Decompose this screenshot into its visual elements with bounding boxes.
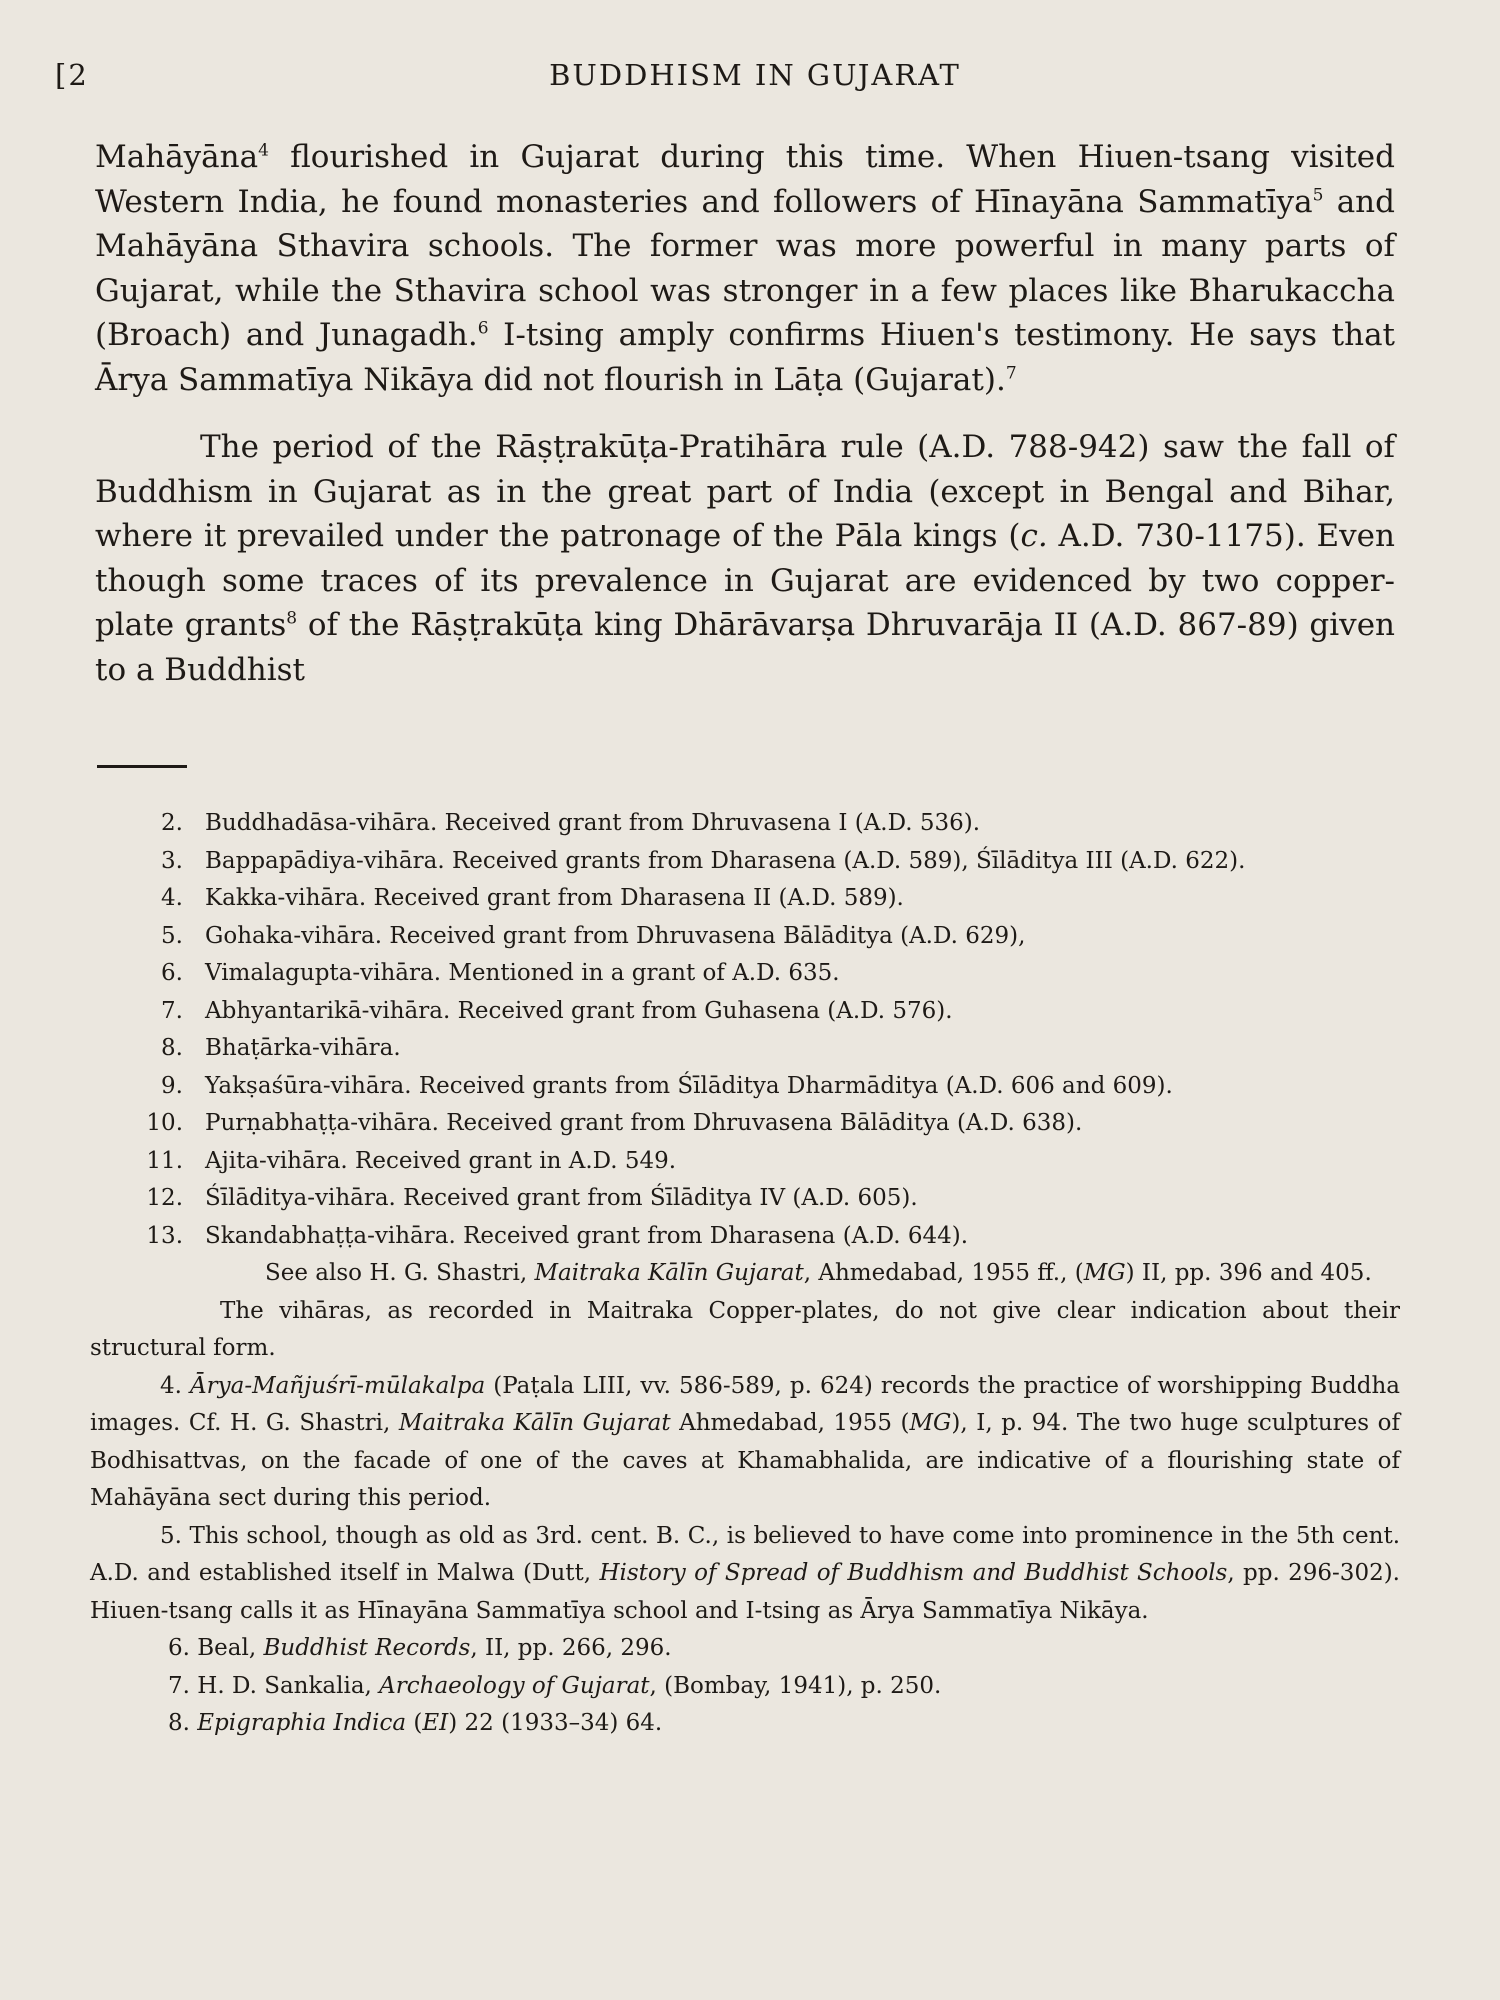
footnote-ref-4: 4 [258,140,269,161]
vihara-entry: Bappapādiya-vihāra. Received grants from Dharasena (A.D. 589), Śīlāditya III (A.D. 622). [205,847,1246,874]
text-run: ) II, pp. 396 and 405. [1125,1260,1372,1286]
vihara-entry: Vimalagupta-vihāra. Mentioned in a grant of A.D. 635. [205,960,840,986]
vihara-number: 4. [161,885,183,911]
text-run: and Mahāyāna Sthavira schools. The former was more powerful in many parts of Gujarat, while the Sthavira school was stronger in a few places like Bharukaccha (Broach) and Junagadh. [95,183,1395,353]
italic-run: Archaeology of Gujarat [379,1672,650,1699]
vihara-number: 3. [161,847,183,874]
footnote-number: 6. [168,1635,190,1661]
paragraph-2 [95,425,1395,692]
running-title: BUDDHISM IN GUJARAT [549,58,961,92]
text-run: , Ahmedabad, 1955 ff., ( [803,1260,1084,1286]
footnote-8 [90,1705,1400,1743]
text-run: of the Rāṣṭrakūṭa king Dhārāvarṣa Dhruvarāja II (A.D. 867-89) given to a Buddhist [95,607,1396,688]
vihara-entry: Bhaṭārka-vihāra. [205,1035,401,1061]
text-run: flourished in Gujarat during this time. When Hiuen-tsang visited Western India, he found monasteries and followers of Hīnayāna Sammatīya [95,139,1395,220]
vihara-number: 11. [146,1147,183,1174]
footnote-number: 5. [160,1522,182,1549]
italic-run: c. [1020,518,1048,554]
text-run: I-tsing amply confirms Hiuen's testimony. He says that Ārya Sammatīya Nikāya did not flourish in Lāṭa (Gujarat). [95,317,1396,398]
text-run: Beal, [197,1635,264,1661]
vihara-number: 13. [146,1222,183,1249]
text-run: This school, though as old as 3rd. cent. B. C., is believed to have come into prominence in the 5th cent. A.D. and established itself in Malwa (Dutt, [90,1522,1401,1586]
text-run: Mahāyāna [95,139,259,175]
viharas-note: The vihāras, as recorded in Maitraka Copper-plates, do not give clear indication about their structural form. [90,1297,1400,1361]
text-run: , (Bombay, 1941), p. 250. [649,1672,942,1699]
vihara-number: 8. [161,1035,183,1061]
footnote-number: 8. [168,1710,190,1736]
vihara-number: 2. [161,810,183,836]
vihara-entry: Skandabhaṭṭa-vihāra. Received grant from Dharasena (A.D. 644). [205,1222,969,1249]
italic-run: Maitraka Kālīn Gujarat [534,1260,804,1286]
vihara-entry: Abhyantarikā-vihāra. Received grant from Guhasena (A.D. 576). [205,997,953,1024]
footnote-number: 7. [168,1672,190,1699]
footnote-number: 4. [160,1372,182,1399]
vihara-number: 9. [161,1072,183,1099]
vihara-list [90,805,1400,1255]
footnote-6 [90,1630,1400,1668]
text-run: H. D. Sankalia, [197,1672,380,1699]
italic-run: MG [1083,1260,1126,1286]
text-run: ) 22 (1933–34) 64. [448,1710,663,1736]
italic-run: Epigraphia Indica [197,1710,407,1736]
text-run: Ahmedabad, 1955 ( [670,1410,910,1436]
italic-run: MG [909,1410,952,1436]
vihara-number: 7. [161,997,183,1024]
vihara-number: 5. [161,922,183,949]
vihara-entry: Yakṣaśūra-vihāra. Received grants from Śīlāditya Dharmāditya (A.D. 606 and 609). [205,1072,1173,1099]
main-text [95,135,1395,692]
vihara-number: 6. [161,960,183,986]
text-run: The period of the Rāṣṭrakūṭa-Pratihāra rule (A.D. 788-942) saw the fall of Buddhism in Gujarat as in the great part of India (except in Bengal and Bihar, where it prevailed under the patronage of the Pāla kings ( [95,429,1395,554]
vihara-number: 12. [146,1185,183,1211]
vihara-entry: Gohaka-vihāra. Received grant from Dhruvasena Bālāditya (A.D. 629), [205,922,1026,949]
text-run: See also H. G. Shastri, [265,1260,535,1286]
vihara-entry: Kakka-vihāra. Received grant from Dharasena II (A.D. 589). [205,885,904,911]
vihara-number: 10. [146,1110,183,1136]
footnotes [90,805,1400,1743]
text-run: , pp. 296-302). Hiuen-tsang calls it as Hīnayāna Sammatīya school and I-tsing as Ārya Sammatīya Nikāya. [90,1560,1400,1624]
vihara-entry: Śīlāditya-vihāra. Received grant from Śīlāditya IV (A.D. 605). [205,1185,918,1211]
text-run: , II, pp. 266, 296. [470,1635,672,1661]
paragraph-1 [95,135,1395,402]
footnote-7 [90,1668,1400,1706]
footnote-ref-7: 7 [1005,363,1017,384]
italic-run: Ārya-Mañjuśrī-mūlakalpa [190,1372,486,1399]
italic-run: Maitraka Kālīn Gujarat [398,1410,671,1436]
footnote-divider [97,765,187,768]
text-run: (Paṭala LIII, vv. 586-589, p. 624) records the practice of worshipping Buddha images. Cf. H. G. Shastri, [90,1372,1400,1436]
footnote-5 [90,1518,1400,1631]
italic-run: EI [422,1710,449,1736]
italic-run: Buddhist Records [263,1635,471,1661]
text-run: ), I, p. 94. The two huge sculptures of Bodhisattvas, on the facade of one of the caves at Khamabhalida, are indicative of a flourishing state of Mahāyāna sect during this period. [90,1410,1400,1511]
footnote-4 [90,1368,1400,1518]
text-run: A.D. 730-1175). Even though some traces of its prevalence in Gujarat are evidenced by two copper-plate grants [95,518,1395,643]
running-header [55,58,1455,108]
page-number: [2 [55,58,89,92]
vihara-entry: Purṇabhaṭṭa-vihāra. Received grant from Dhruvasena Bālāditya (A.D. 638). [205,1110,1083,1136]
see-also-note [90,1255,1400,1293]
footnote-ref-8: 8 [286,608,298,629]
footnote-ref-5: 5 [1312,185,1324,206]
italic-run: History of Spread of Buddhism and Buddhist Schools [599,1560,1228,1586]
footnote-ref-6: 6 [477,318,489,339]
vihara-entry: Buddhadāsa-vihāra. Received grant from Dhruvasena I (A.D. 536). [205,810,981,836]
vihara-entry: Ajita-vihāra. Received grant in A.D. 549. [205,1147,677,1174]
text-run: ( [406,1710,423,1736]
